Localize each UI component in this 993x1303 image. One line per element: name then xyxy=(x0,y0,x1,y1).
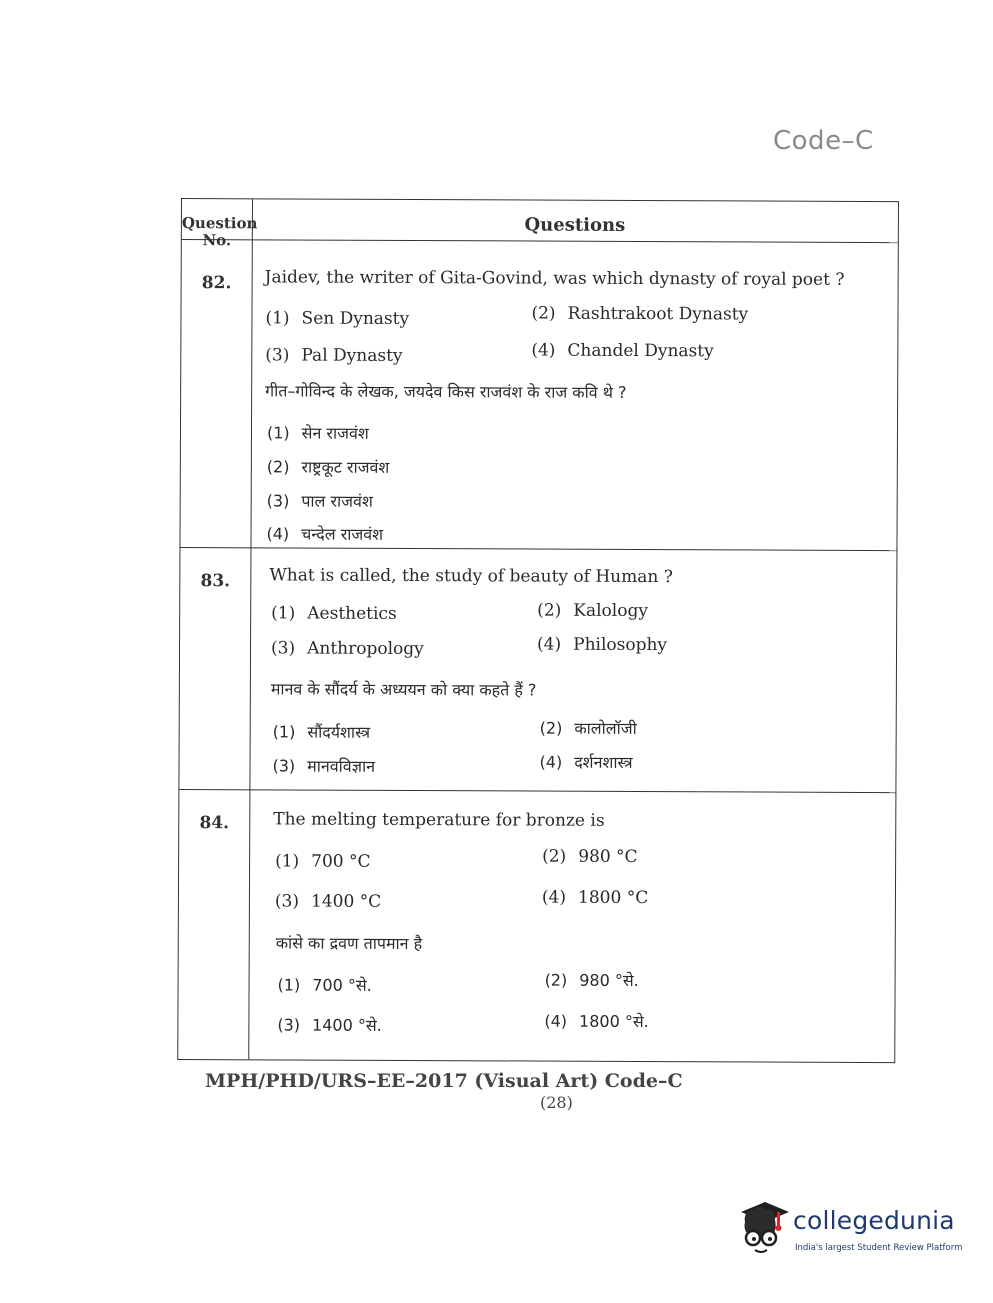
option-number: (1) xyxy=(272,722,296,742)
option-number: (1) xyxy=(266,423,290,443)
option-number: (4) xyxy=(537,634,562,655)
option-text: दर्शनशास्त्र xyxy=(574,752,633,772)
option xyxy=(265,345,402,366)
option-number: (4) xyxy=(541,887,567,908)
option-text: 700 °से. xyxy=(312,975,372,995)
option-number: (3) xyxy=(274,891,300,912)
page-number: (28) xyxy=(540,1093,573,1112)
option-number: (4) xyxy=(539,752,563,772)
option-text: 1800 °C xyxy=(578,887,649,909)
column-header-question-no: Question No. xyxy=(181,214,258,250)
option xyxy=(271,603,397,624)
footer-paper-code: MPH/PHD/URS–EE–2017 (Visual Art) Code–C xyxy=(205,1070,683,1092)
question-stem-english: What is called, the study of beauty of Human ? xyxy=(269,565,673,588)
option-number: (3) xyxy=(266,491,290,511)
logo-tagline: India's largest Student Review Platform xyxy=(795,1243,963,1253)
question-table xyxy=(177,198,899,1063)
question-stem-hindi: गीत–गोविन्द के लेखक, जयदेव किस राजवंश के राज कवि थे ? xyxy=(265,381,627,402)
option-text: 980 °C xyxy=(578,846,638,867)
option xyxy=(272,754,375,776)
option xyxy=(278,973,372,995)
row-divider xyxy=(179,789,895,793)
option-text: 1800 °से. xyxy=(579,1011,649,1032)
option xyxy=(273,720,371,742)
option-text: 1400 °से. xyxy=(312,1015,382,1035)
option-text: Rashtrakoot Dynasty xyxy=(567,303,749,325)
option-number: (3) xyxy=(272,756,296,776)
option-number: (2) xyxy=(542,846,567,867)
option-number: (4) xyxy=(544,1011,568,1031)
option-text: सौंदर्यशास्त्र xyxy=(307,722,371,742)
option-text: Chandel Dynasty xyxy=(567,340,714,362)
option xyxy=(542,847,638,867)
row-divider xyxy=(180,547,896,551)
option xyxy=(267,489,373,511)
option-text: 980 °से. xyxy=(579,970,639,991)
option xyxy=(265,308,409,329)
question-number: 82. xyxy=(201,273,232,294)
option xyxy=(540,717,637,739)
option xyxy=(531,341,713,362)
question-number: 84. xyxy=(199,813,230,834)
option-number: (4) xyxy=(266,524,290,544)
paper-code: Code–C xyxy=(773,126,874,156)
option xyxy=(542,888,648,908)
option-text: 1400 °C xyxy=(310,891,382,912)
option-text: Anthropology xyxy=(307,638,424,660)
option xyxy=(271,638,424,659)
question-stem-english: Jaidev, the writer of Gita-Govind, was which dynasty of royal poet ? xyxy=(264,267,845,290)
option-text: कालोलॉजी xyxy=(574,718,637,738)
option-number: (1) xyxy=(271,603,296,624)
option-number: (1) xyxy=(275,851,300,872)
option xyxy=(537,635,667,656)
column-divider xyxy=(248,199,253,1059)
question-stem-hindi: मानव के सौंदर्य के अध्ययन को क्या कहते हैं ? xyxy=(270,679,537,700)
option-number: (2) xyxy=(537,600,562,621)
collegedunia-logo xyxy=(735,1198,963,1268)
question-stem-english: The melting temperature for bronze is xyxy=(273,809,605,831)
column-header-questions: Questions xyxy=(524,214,626,236)
option xyxy=(545,969,639,991)
option xyxy=(539,751,632,773)
option xyxy=(537,601,648,621)
option-text: 700 °C xyxy=(311,851,371,872)
option-number: (3) xyxy=(265,345,290,366)
option-text: Philosophy xyxy=(573,634,668,656)
option-text: Sen Dynasty xyxy=(301,308,410,329)
option-text: राष्ट्रकूट राजवंश xyxy=(301,457,390,477)
option xyxy=(275,891,381,911)
option-text: Kalology xyxy=(573,600,649,622)
option-number: (2) xyxy=(544,970,568,990)
option-number: (4) xyxy=(531,340,556,361)
logo-wordmark: collegedunia xyxy=(793,1206,955,1235)
option xyxy=(277,1013,381,1035)
option xyxy=(275,851,371,871)
option-text: Aesthetics xyxy=(307,603,397,624)
option xyxy=(544,1010,648,1032)
option-number: (1) xyxy=(277,975,301,995)
option xyxy=(267,421,369,443)
option-text: चन्देल राजवंश xyxy=(301,524,384,544)
option-text: Pal Dynasty xyxy=(301,345,403,366)
option xyxy=(531,304,748,325)
header-divider xyxy=(182,239,898,243)
option xyxy=(267,455,390,478)
option-text: मानवविज्ञान xyxy=(307,756,376,776)
option-number: (2) xyxy=(531,303,556,324)
option xyxy=(266,522,383,545)
option-number: (3) xyxy=(277,1015,301,1035)
option-number: (2) xyxy=(266,457,290,477)
option-number: (3) xyxy=(270,638,296,659)
question-number: 83. xyxy=(200,571,231,592)
option-text: पाल राजवंश xyxy=(301,491,373,511)
mascot-graduate-icon xyxy=(735,1198,791,1258)
option-number: (2) xyxy=(539,718,563,738)
option-text: सेन राजवंश xyxy=(301,423,369,443)
option-number: (1) xyxy=(265,308,290,329)
question-stem-hindi: कांसे का द्रवण तापमान है xyxy=(275,933,423,954)
